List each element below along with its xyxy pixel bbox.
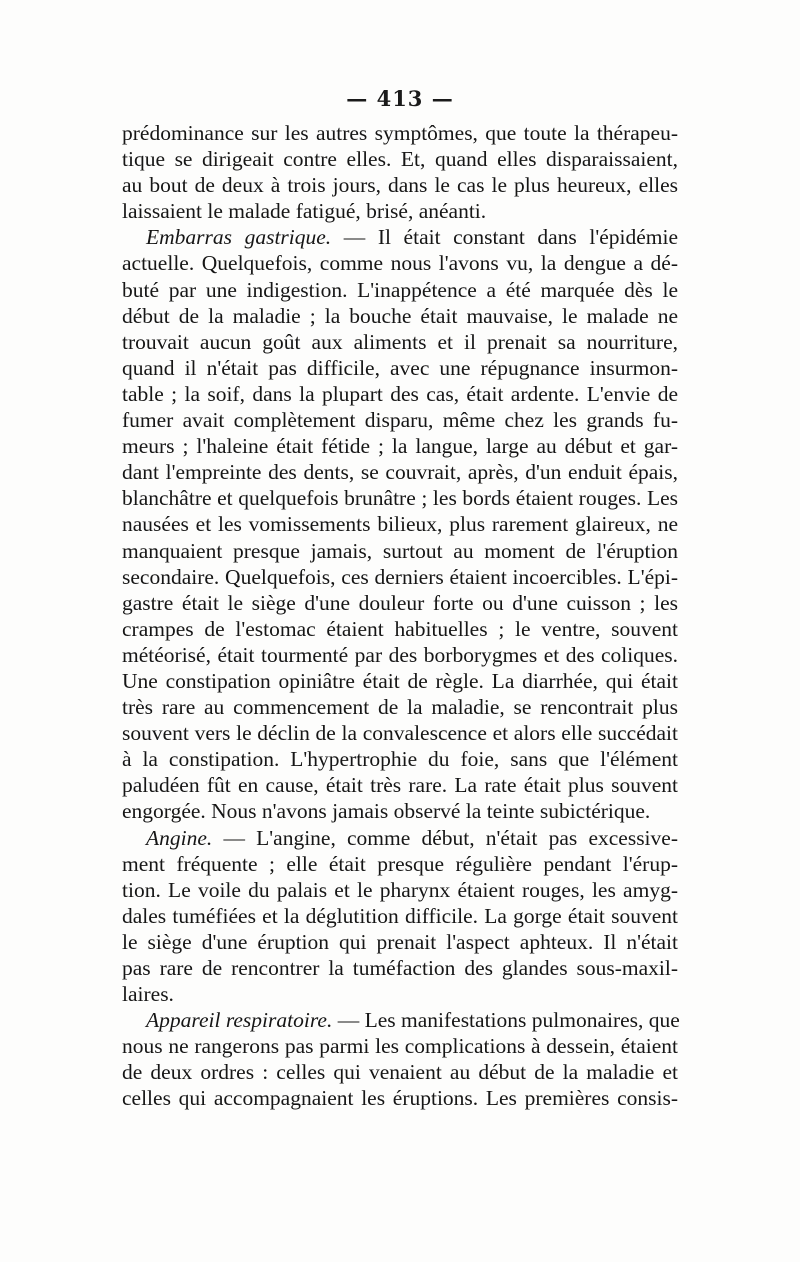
line-text: nausées et les vomissements bilieux, plus rarement glaireux, ne — [122, 512, 678, 537]
text-line — [122, 146, 678, 172]
text-line — [122, 590, 678, 616]
text-line — [122, 955, 678, 981]
line-text: à la constipation. L'hypertrophie du foie, sans que l'élément — [122, 747, 678, 772]
text-line — [122, 355, 678, 381]
text-line — [122, 224, 678, 250]
text-line — [122, 694, 678, 720]
text-line — [122, 250, 678, 276]
line-text: secondaire. Quelquefois, ces derniers étaient incoercibles. L'épi- — [122, 564, 678, 589]
line-text: fumer avait complètement disparu, même chez les grands fu- — [122, 408, 678, 433]
page-number: — 413 — — [346, 86, 454, 111]
line-text: dales tuméfiées et la déglutition difficile. La gorge était souvent — [122, 903, 678, 928]
line-text: tion. Le voile du palais et le pharynx étaient rouges, les amyg- — [122, 877, 678, 902]
text-line — [122, 407, 678, 433]
text-line — [122, 642, 678, 668]
line-text: au bout de deux à trois jours, dans le cas le plus heureux, elles — [122, 173, 678, 198]
text-line — [122, 538, 678, 564]
line-text: début de la maladie ; la bouche était mauvaise, le malade ne — [122, 303, 678, 328]
line-text: tique se dirigeait contre elles. Et, quand elles disparaissaient, — [122, 147, 678, 172]
text-line — [122, 485, 678, 511]
text-line — [122, 720, 678, 746]
text-line — [122, 172, 678, 198]
line-text: le siège d'une éruption qui prenait l'aspect aphteux. Il n'était — [122, 929, 678, 954]
line-text: prédominance sur les autres symptômes, que toute la thérapeu- — [122, 121, 678, 145]
line-text: de deux ordres : celles qui venaient au début de la maladie et — [122, 1060, 678, 1085]
line-text: Une constipation opiniâtre était de règle. La diarrhée, qui était — [122, 668, 678, 693]
text-line — [122, 1085, 678, 1111]
line-text: nous ne rangerons pas parmi les complications à dessein, étaient — [122, 1034, 678, 1059]
line-text: paludéen fût en cause, était très rare. La rate était plus souvent — [122, 773, 678, 798]
line-text: crampes de l'estomac étaient habituelles ; le ventre, souvent — [122, 616, 678, 641]
text-line — [122, 616, 678, 642]
line-text: — Les manifestations pulmonaires, que — [332, 1008, 680, 1033]
text-line — [122, 929, 678, 955]
line-text: très rare au commencement de la maladie, se rencontrait plus — [122, 695, 678, 720]
line-text: manquaient presque jamais, surtout au moment de l'éruption — [122, 538, 678, 563]
line-text: ment fréquente ; elle était presque régulière pendant l'érup- — [122, 851, 678, 876]
text-line — [122, 746, 678, 772]
line-text: engorgée. Nous n'avons jamais observé la teinte subictérique. — [122, 799, 651, 824]
text-line — [122, 1007, 678, 1033]
text-line — [122, 433, 678, 459]
text-line — [122, 303, 678, 329]
line-text: laissaient le malade fatigué, brisé, anéanti. — [122, 199, 487, 224]
text-line — [122, 329, 678, 355]
body-text — [122, 120, 678, 1112]
line-text: — L'angine, comme début, n'était pas excessive- — [212, 825, 678, 850]
text-line — [122, 277, 678, 303]
text-line — [122, 1033, 678, 1059]
text-line — [122, 198, 678, 224]
line-text: trouvait aucun goût aux aliments et il prenait sa nourriture, — [122, 329, 678, 354]
section-heading: Appareil respiratoire. — [146, 1008, 333, 1033]
text-line — [122, 851, 678, 877]
text-line — [122, 564, 678, 590]
line-text: quand il n'était pas difficile, avec une répugnance insurmon- — [122, 355, 678, 380]
line-text: dant l'empreinte des dents, se couvrait, après, d'un enduit épais, — [122, 460, 678, 485]
line-text: actuelle. Quelquefois, comme nous l'avons vu, la dengue a dé- — [122, 251, 678, 276]
text-line — [122, 459, 678, 485]
line-text: meurs ; l'haleine était fétide ; la langue, large au début et gar- — [122, 434, 678, 459]
text-line — [122, 981, 678, 1007]
line-text: météorisé, était tourmenté par des borborygmes et des coliques. — [122, 642, 678, 667]
text-line — [122, 381, 678, 407]
text-line — [122, 825, 678, 851]
line-text: table ; la soif, dans la plupart des cas, était ardente. L'envie de — [122, 381, 678, 406]
text-line — [122, 668, 678, 694]
section-heading: Angine. — [146, 825, 213, 850]
text-line — [122, 798, 678, 824]
text-line — [122, 903, 678, 929]
text-line — [122, 877, 678, 903]
line-text: celles qui accompagnaient les éruptions. Les premières consis- — [122, 1086, 678, 1111]
text-line — [122, 772, 678, 798]
line-text: buté par une indigestion. L'inappétence a été marquée dès le — [122, 277, 678, 302]
line-text: blanchâtre et quelquefois brunâtre ; les bords étaient rouges. Les — [122, 486, 678, 511]
line-text: laires. — [122, 982, 174, 1007]
text-line — [122, 1059, 678, 1085]
line-text: souvent vers le déclin de la convalescence et alors elle succédait — [122, 721, 678, 746]
line-text: pas rare de rencontrer la tuméfaction des glandes sous-maxil- — [122, 956, 678, 980]
line-text: — Il était constant dans l'épidémie — [331, 225, 678, 250]
text-line — [122, 511, 678, 537]
line-text: gastre était le siège d'une douleur forte ou d'une cuisson ; les — [122, 590, 678, 615]
text-line — [122, 120, 678, 146]
section-heading: Embarras gastrique. — [146, 225, 332, 250]
